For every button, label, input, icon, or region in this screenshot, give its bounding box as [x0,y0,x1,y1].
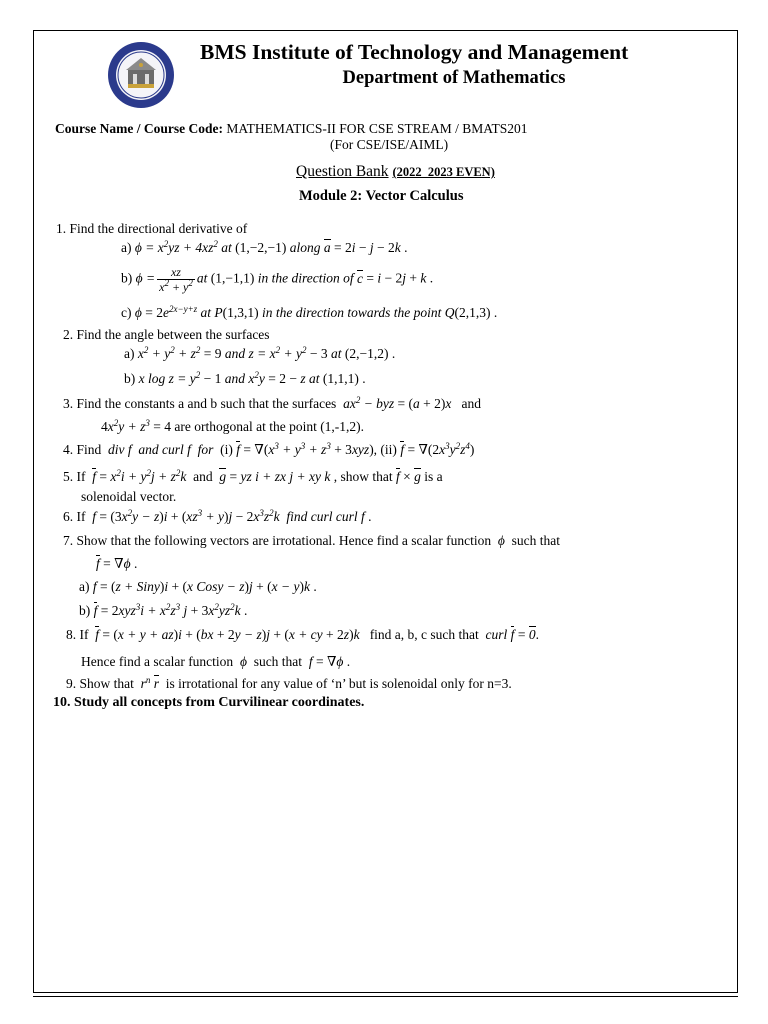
question-1c: c) $\phi = 2e^{2x-y+z}$ at P(1,3,1) in the direction towards the point Q(2,1,3) . [121,304,498,320]
question-9-text: 9. Show that [66,676,134,691]
question-4-text: 4. Find [63,442,102,457]
course-label: Course Name / Course Code: [55,121,223,136]
question-3-text: 3. Find the constants a and b such that the surfaces [63,396,337,411]
institute-seal-icon [106,40,176,110]
question-5-text: 5. If [63,469,86,484]
question-7-line2: f = ∇ϕ . [96,556,138,571]
question-7-text: 7. Show that the following vectors are irrotational. Hence find a scalar function [63,533,492,548]
question-7b: b) $f = 2xyz^3i + x^2z^3$ $j + 3x^2yz^2k$ . [79,602,248,618]
question-3: 3. Find the constants a and b such that the surfaces $ax^2$ − byz = (a + 2)x and [63,395,482,411]
question-bank-label: Question Bank [296,163,389,180]
question-6-text: 6. If [63,509,86,524]
question-3-post: are orthogonal at the point (1,-1,2). [174,419,365,434]
question-3-line2: $4x^2y + z^3 = 4$ are orthogonal at the point (1,-1,2). [101,418,365,434]
question-9-post: is irrotational for any value of ‘n’ but is solenoidal only for n=3. [165,676,512,691]
question-3-and: and [461,396,482,411]
question-9: 9. Show that $r^n$ r is irrotational for any value of ‘n’ but is solenoidal only for n=3. [66,675,512,691]
question-7a: a) f = (z + Siny)i + (x Cosy − z)j + (x − y)k . [79,579,317,594]
question-8-text: 8. If [66,627,89,642]
question-5-and: and [193,469,213,484]
department-name: Department of Mathematics [342,68,566,88]
question-5: 5. If $f = x^2i + y^2j + z^2k$ and g = yz i + zx j + xy k , show that f × g is a [63,468,443,484]
question-1b: b) ϕ = $\frac{xz}{x^2 + y^2}$ at (1,−1,1) in the direction of c = i − 2j + k . [121,265,434,294]
question-bank-title [296,163,495,181]
question-7-such: such that [511,533,560,548]
question-5-line2: solenoidal vector. [81,489,177,504]
question-8-such: such that [253,654,303,669]
question-5-show: , show that [333,469,393,484]
question-10: 10. Study all concepts from Curvilinear coordinates. [53,695,365,710]
question-7: 7. Show that the following vectors are irrotational. Hence find a scalar function ϕ such that [63,533,560,548]
module-title: Module 2: Vector Calculus [299,188,464,204]
bottom-rule [33,996,738,997]
question-1a: a) $\phi = x^2yz + 4xz^2$ at (1,−2,−1) along a = 2i − j − 2k . [121,239,408,255]
question-1: 1. Find the directional derivative of [56,221,248,236]
question-bank-year: (2022_2023 EVEN) [392,165,495,179]
question-8-line2: Hence find a scalar function ϕ such that f = ∇ϕ . [81,654,351,669]
question-8-find: find a, b, c such that [369,627,479,642]
question-2b: b) x $\log z = y^2 - 1$ and $x^2y = 2 - z$ at (1,1,1) . [124,370,366,386]
course-value: MATHEMATICS-II FOR CSE STREAM / BMATS201 [226,121,528,136]
question-2a: a) $x^2 + y^2 + z^2 = 9$ and $z = x^2 + y^2 - 3$ at (2,−1,2) . [124,345,396,361]
course-branches: (For CSE/ISE/AIML) [330,137,449,152]
course-line [55,121,528,137]
question-8: 8. If f = (x + y + az)i + (bx + 2y − z)j + (x + cy + 2z)k find a, b, c such that curl f = 0. [66,627,539,642]
question-4: 4. Find div f and curl f for (i) $f = \nabla(x^3 + y^3 + z^3 + 3xyz)$, (ii) $f = \nabla(2x^3y^2z^4)$ [63,441,475,457]
question-2: 2. Find the angle between the surfaces [63,327,270,342]
question-5-isa: is a [424,469,443,484]
question-6: 6. If $f = (3x^2y - z)i + (xz^3 + y)j - 2x^3z^2k$ find curl curl f . [63,508,372,524]
question-8-hence: Hence find a scalar function [81,654,234,669]
institute-name: BMS Institute of Technology and Management [200,40,629,64]
